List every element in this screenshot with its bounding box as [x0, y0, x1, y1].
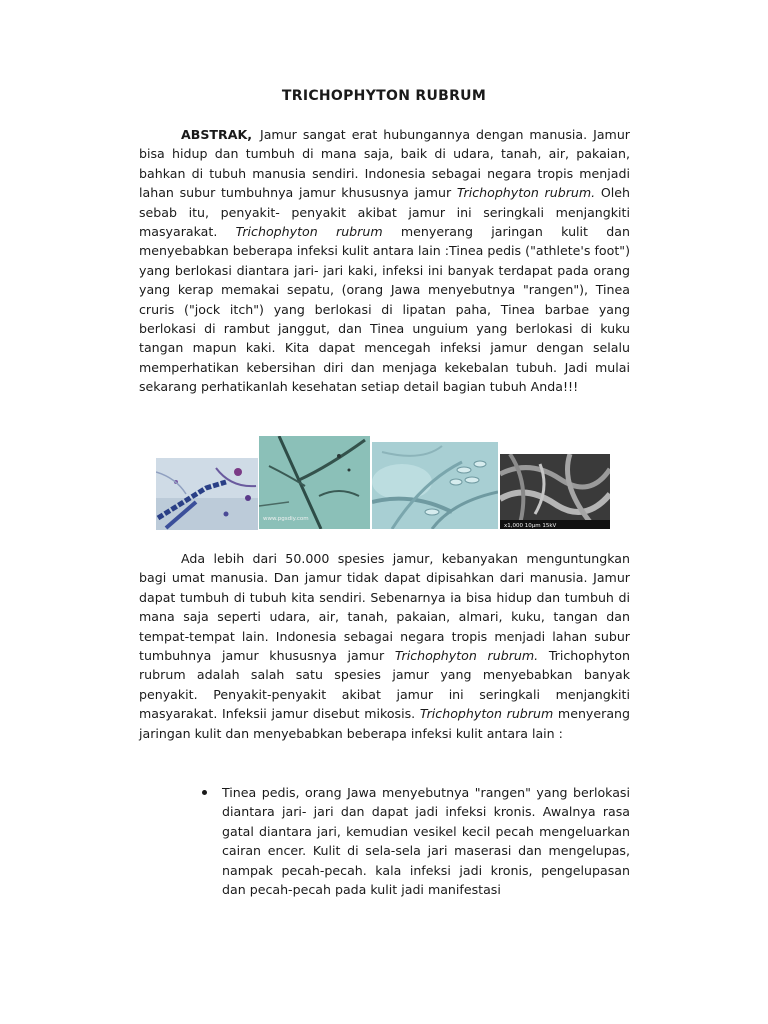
body-text-2: Trichophyton rubrum adalah salah satu spesies jamur yang menyebabkan banyak penyakit. Penyakit-penyakit akibat jamur ini seringkali menjangkiti masyarakat. Infeksii jamur disebut mikosis.: [139, 648, 630, 722]
conidia-cluster-image: [372, 442, 498, 529]
species-name-italic: Trichophyton rubrum.: [456, 185, 596, 201]
electron-micrograph-image: [500, 454, 610, 529]
abstract-label: ABSTRAK,: [181, 127, 252, 142]
abstract-text-2: Oleh sebab itu, penyakit- penyakit akibat jamur ini seringkali menjangkiti masyarakat.: [139, 185, 630, 240]
micrograph-scale-label: x1,000 10µm 15kV: [504, 523, 557, 529]
figure-conidia-cluster: [372, 442, 498, 529]
body-paragraph: [139, 549, 630, 743]
species-name-italic: Trichophyton rubrum.: [394, 648, 539, 664]
species-name-italic: Trichophyton rubrum: [235, 224, 383, 240]
branching-hyphae-image: [259, 436, 370, 529]
microscopy-figures: [156, 436, 610, 529]
body-text-3: menyerang jaringan kulit dan menyebabkan beberapa infeksi kulit antara lain :: [139, 706, 631, 741]
abstract-paragraph: [139, 125, 630, 397]
stained-hyphae-image: [156, 458, 258, 530]
figure-branching-hyphae: [259, 436, 370, 529]
figure-stained-hyphae: [156, 458, 258, 530]
species-name-italic: Trichophyton rubrum: [419, 706, 554, 722]
abstract-text-1: Jamur sangat erat hubungannya dengan manusia. Jamur bisa hidup dan tumbuh di mana saja, baik di udara, tanah, air, pakaian, bahkan di tubuh manusia sendiri. Indonesia sebagai negara tropis menjadi lahan subur tumbuhnya jamur khususnya jamur: [139, 127, 630, 201]
document-title: TRICHOPHYTON RUBRUM: [281, 88, 487, 104]
infection-list: [197, 783, 630, 899]
figure-watermark: www.pgsdiy.com: [263, 516, 309, 522]
list-item-text: Tinea pedis, orang Jawa menyebutnya "rangen" yang berlokasi diantara jari- jari dan dapat jadi infeksi kronis. Awalnya rasa gatal diantara jari, kemudian vesikel kecil pecah mengeluarkan cairan encer. Kulit di sela-sela jari maserasi dan mengelupas, nampak pecah-pecah. kala infeksi jadi kronis, pengelupasan dan pecah-pecah pada kulit jadi manifestasi: [222, 785, 630, 898]
bullet-icon: [202, 790, 207, 795]
abstract-text-3: menyerang jaringan kulit dan menyebabkan beberapa infeksi kulit antara lain :Tinea pedis ("athlete's foot") yang berlokasi diantara jari- jari kaki, infeksi ini banyak terdapat pada orang yang kerap memakai sepatu, (orang Jawa menyebutnya "rangen"), Tinea cruris ("jock itch") yang berlokasi di lipatan paha, Tinea barbae yang berlokasi di rambut janggut, dan Tinea unguium yang berlokasi di kuku tangan mapun kaki. Kita dapat mencegah infeksi jamur dengan selalu memperhatikan kebersihan diri dan menjaga kekebalan tubuh. Jadi mulai sekarang perhatikanlah kesehatan setiap detail bagian tubuh Anda!!!: [139, 224, 630, 395]
list-item: [197, 783, 630, 899]
body-text-1: Ada lebih dari 50.000 spesies jamur, kebanyakan menguntungkan bagi umat manusia. Dan jamur tidak dapat dipisahkan dari manusia. Jamur dapat tumbuh di tubuh kita sendiri. Sebenarnya ia bisa hidup dan tumbuh di mana saja seperti udara, air, tanah, pakaian, almari, kuku, tangan dan tempat-tempat lain. Indonesia sebagai negara tropis menjadi lahan subur tumbuhnya jamur khususnya jamur: [139, 551, 630, 664]
figure-electron-micrograph: [500, 454, 610, 529]
